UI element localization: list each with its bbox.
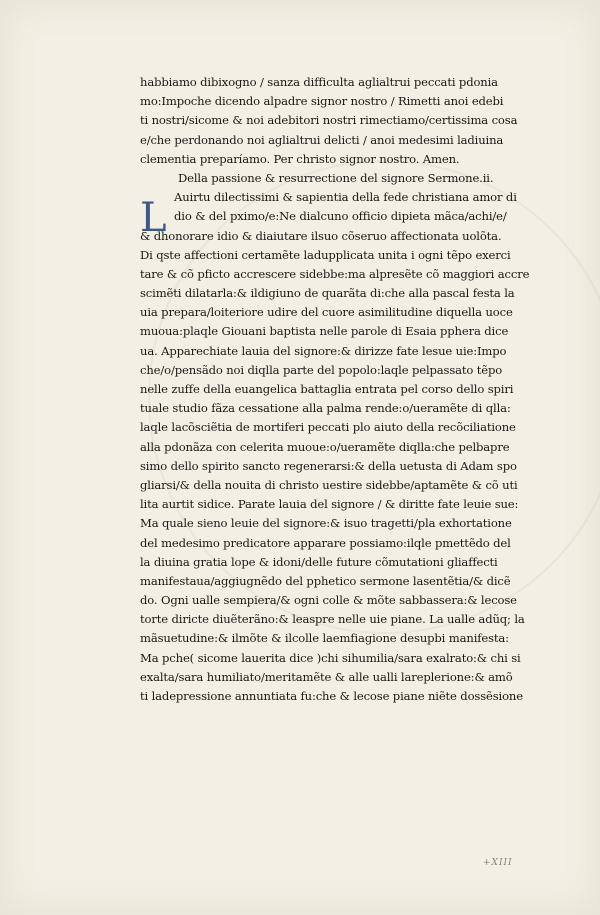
- text-line: ti nostri/sicome & noi adebitori nostri rimectiamo/certissima cosa: [140, 113, 518, 128]
- text-line: torte diricte diuẽterãno:& leaspre nelle uie piane. La ualle adũq; la: [140, 612, 525, 627]
- text-line: habbiamo dibixogno / sanza difficulta aglialtrui peccati pdonia: [140, 75, 498, 89]
- text-line: mãsuetudine:& ilmõte & ilcolle laemfiagione desupbi manifesta:: [140, 631, 509, 646]
- text-line: mo:Impoche dicendo alpadre signor nostro / Rimetti anoi edebi: [140, 94, 504, 109]
- text-line: manifestaua/aggiugnẽdo del pphetico sermone lasentẽtia/& dicẽ: [140, 573, 511, 588]
- folio-signature: +XIII: [483, 858, 513, 868]
- text-line: uia prepara/loiteriore udire del cuore asimilitudine diquella uoce: [140, 305, 513, 320]
- text-line: lita aurtit sidice. Parate lauia del signore / & diritte fate leuie sue:: [140, 497, 519, 512]
- text-line: muoua:plaqle Giouani baptista nelle parole di Esaia pphera dice: [140, 324, 509, 339]
- text-line: che/o/pensãdo noi diqlla parte del popolo:laqle pelpassato tẽpo: [140, 362, 503, 377]
- text-line: Ma pche( sicome lauerita dice )chi sihumilia/sara exalrato:& chi si: [140, 650, 521, 665]
- text-line: clementia preparíamo. Per christo signor nostro. Amen.: [140, 151, 460, 166]
- text-line: simo dello spirito sancto regenerarsi:& della uetusta di Adam spo: [140, 458, 517, 473]
- text-line: laqle lacõsciẽtia de mortiferi peccati plo aiuto della recõciliatione: [140, 420, 516, 435]
- text-line: exalta/sara humiliato/meritamẽte & alle ualli lareplerione:& amõ: [140, 669, 513, 684]
- text-line: nelle zuffe della euangelica battaglia entrata pel corso dello spiri: [140, 382, 514, 396]
- text-line: la diuina gratia lope & idoni/delle future cõmutationi gliaffecti: [140, 554, 498, 569]
- text-line: tare & cõ pficto accrescere sidebbe:ma alpresẽte cõ maggiori accre: [140, 266, 530, 281]
- text-line: gliarsi/& della nouita di christo uestire sidebbe/aptamẽte & cõ uti: [140, 477, 518, 492]
- text-line: tuale studio fãza cessatione alla palma rende:o/ueramẽte di qlla:: [140, 401, 511, 416]
- text-line: & dhonorare idio & diaiutare ilsuo cõseruo affectionata uolõta.: [140, 228, 502, 243]
- text-line: e/che perdonando noi aglialtrui delicti / anoi medesimi ladiuina: [140, 132, 504, 147]
- text-line: del medesimo predicatore apparare possiamo:ilqle pmettẽdo del: [140, 535, 511, 550]
- text-line: Della passione & resurrectione del signore Sermone.ii.: [178, 170, 494, 185]
- text-line: Ma quale sieno leuie del signore:& isuo tragetti/pla exhortatione: [140, 516, 512, 531]
- text-line: scimẽti dilatarla:& ildigiuno de quarãta di:che alla pascal festa la: [140, 286, 515, 301]
- illuminated-initial: L: [140, 195, 167, 241]
- text-line: ua. Apparechiate lauia del signore:& dirizze fate lesue uie:Impo: [140, 343, 507, 358]
- text-line: Di qste affectioni certamẽte ladupplicata unita i ogni tẽpo exerci: [140, 247, 511, 262]
- text-line: ti ladepressione annuntiata fu:che & lecose piane niẽte dossẽsione: [140, 689, 523, 703]
- text-line: Auirtu dilectissimi & sapientia della fede christiana amor di: [174, 190, 517, 205]
- text-line: do. Ogni ualle sempiera/& ogni colle & mõte sabbassera:& lecose: [140, 593, 517, 608]
- text-line: alla pdonãza con celerita muoue:o/ueramẽte diqlla:che pelbapre: [140, 439, 510, 454]
- body-text: [140, 73, 555, 706]
- text-line: dio & del pximo/e:Ne dialcuno officio dipieta mãca/achi/e/: [174, 209, 507, 224]
